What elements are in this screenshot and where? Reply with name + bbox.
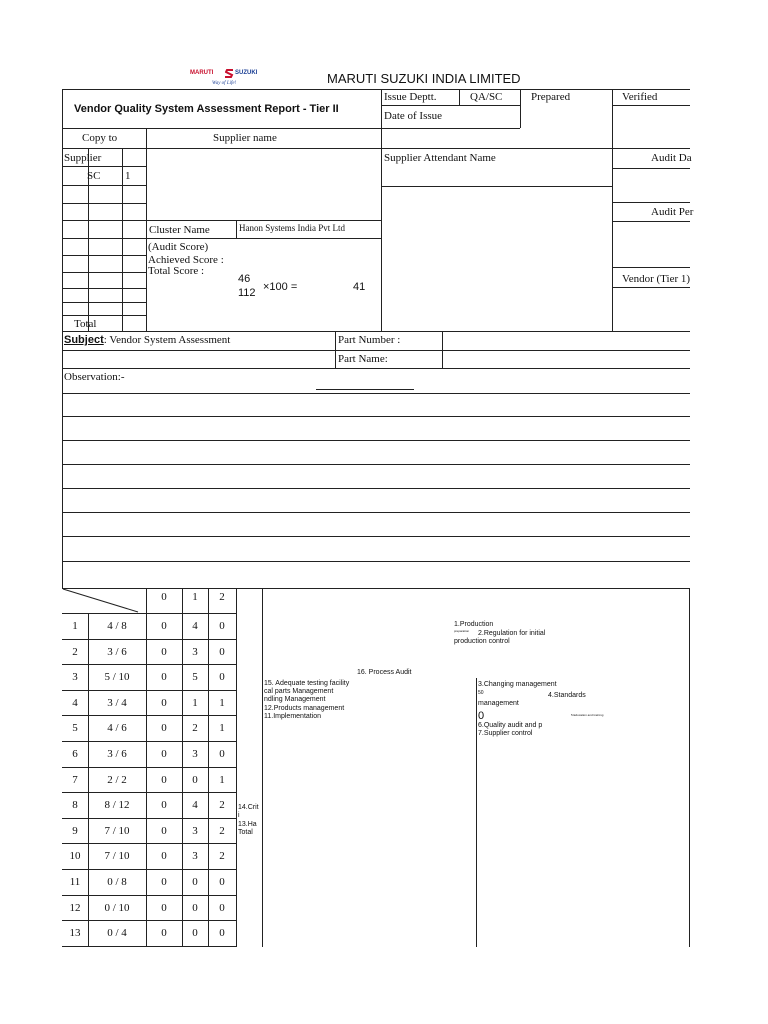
table-cell-2: 0 [219,646,225,658]
table-row-divider [62,920,236,921]
table-cell-0: 0 [161,774,167,786]
audit-score-label: (Audit Score) [148,241,209,253]
table-cell-2: 0 [219,927,225,939]
table-cell-0: 0 [161,697,167,709]
score-result: 41 [353,281,366,293]
table-row-ratio: 3 / 6 [107,748,127,760]
radar-label-3: 3.Changing management [478,681,557,688]
radar-label-16: 16. Process Audit [357,669,412,676]
radar-label-2b: production control [454,638,510,645]
table-cell-1: 4 [192,799,198,811]
table-row-ratio: 5 / 10 [104,671,130,683]
table-cell-1: 3 [192,646,198,658]
supplier-name-label: Supplier name [213,132,277,144]
table-row-number: 1 [72,620,78,632]
subject-label: Subject [64,334,104,346]
table-cell-1: 1 [192,697,198,709]
table-row-divider [62,869,236,870]
table-row-divider [62,792,236,793]
table-cell-0: 0 [161,671,167,683]
table-row-divider [62,664,236,665]
radar-label-5: 5.Education and training [571,713,604,717]
table-row-number: 8 [72,799,78,811]
supplier-attendant-label: Supplier Attendant Name [384,152,496,164]
table-row-number: 10 [69,850,81,862]
table-row-ratio: 3 / 4 [107,697,127,709]
table-row-divider [62,715,236,716]
table-cell-1: 3 [192,748,198,760]
table-cell-0: 0 [161,850,167,862]
audit-date-label: Audit Da [651,152,692,164]
table-cell-1: 3 [192,850,198,862]
radar-label-12: 12.Products management [264,705,345,712]
table-cell-1: 5 [192,671,198,683]
radar-label-6: 6.Quality audit and p [478,722,543,729]
table-cell-1: 0 [192,876,198,888]
table-header-2: 2 [219,591,225,603]
table-row-number: 11 [69,876,81,888]
table-cell-1: 0 [192,927,198,939]
radar-label-14b: 14.Crit [238,804,259,811]
table-row-ratio: 4 / 6 [107,722,127,734]
table-cell-0: 0 [161,722,167,734]
issue-deptt-label: Issue Deptt. [384,91,437,103]
table-cell-1: 4 [192,620,198,632]
table-cell-2: 1 [219,697,225,709]
table-header-1: 1 [192,591,198,603]
table-cell-0: 0 [161,620,167,632]
table-row-divider [62,843,236,844]
table-cell-1: 2 [192,722,198,734]
table-row-divider [62,690,236,691]
score-formula: ×100 = [263,281,298,293]
radar-total-label: Total [238,829,253,836]
table-row-ratio: 7 / 10 [104,825,130,837]
radar-label-15: 15. Adequate testing facility [264,680,350,687]
table-row-ratio: 3 / 6 [107,646,127,658]
cluster-name-label: Cluster Name [149,224,210,236]
logo-maruti-text: MARUTI [190,70,214,76]
radar-axis-50: 50 [478,690,484,696]
prepared-label: Prepared [531,91,571,103]
radar-label-13a: ndling Management [264,696,326,703]
audit-person-label: Audit Per [651,206,694,218]
radar-label-2a: 2.Regulation for initial [478,630,546,637]
table-row-divider [62,767,236,768]
maruti-suzuki-logo [186,68,264,90]
total-label: Total [74,318,97,330]
table-row-ratio: 7 / 10 [104,850,130,862]
table-row-number: 2 [72,646,78,658]
table-row-divider [62,741,236,742]
copy-to-label: Copy to [82,132,118,144]
table-row-divider [62,946,236,947]
table-cell-1: 0 [192,902,198,914]
verified-label: Verified [622,91,658,103]
table-cell-0: 0 [161,876,167,888]
observation-label: Observation:- [64,371,125,383]
table-cell-2: 0 [219,902,225,914]
table-cell-2: 1 [219,774,225,786]
table-row-number: 3 [72,671,78,683]
table-corner-diagonal [62,588,148,614]
table-row-number: 12 [69,902,81,914]
radar-label-11: 11.Implementation [264,713,322,720]
table-cell-2: 0 [219,671,225,683]
table-cell-0: 0 [161,902,167,914]
table-row-ratio: 0 / 4 [107,927,127,939]
total-score-value: 112 [238,287,256,299]
radar-label-4: 4.Standards [548,692,586,699]
radar-label-7: 7.Supplier control [478,730,533,737]
logo-suzuki-text: SUZUKI [235,70,258,76]
table-row-divider [62,895,236,896]
table-row-number: 6 [72,748,78,760]
company-name: MARUTI SUZUKI INDIA LIMITED [327,71,521,86]
sc-label: SC [87,170,101,182]
table-cell-1: 3 [192,825,198,837]
table-row-ratio: 8 / 12 [104,799,130,811]
table-row-number: 9 [72,825,78,837]
table-cell-2: 2 [219,799,225,811]
supplier-label: Supplier [64,152,102,164]
table-cell-2: 1 [219,722,225,734]
table-row-number: 7 [72,774,78,786]
table-cell-1: 0 [192,774,198,786]
achieved-score-label: Achieved Score : [148,254,224,266]
radar-label-1: 1.Production [454,621,494,628]
logo-tagline: Way of Life! [212,81,237,86]
total-score-label: Total Score : [148,265,205,277]
report-title: Vendor Quality System Assessment Report - Tier II [74,103,339,115]
cluster-name-value: Hanon Systems India Pvt Ltd [239,223,345,233]
table-cell-0: 0 [161,748,167,760]
subject-row [64,334,230,346]
table-row-divider [62,818,236,819]
subject-value: : Vendor System Assessment [103,334,231,346]
radar-label-4b: management [478,700,519,707]
table-cell-0: 0 [161,799,167,811]
table-cell-0: 0 [161,646,167,658]
table-cell-2: 0 [219,748,225,760]
radar-label-13b: 13.Ha [238,821,257,828]
table-cell-0: 0 [161,927,167,939]
table-row-divider [62,639,236,640]
table-row-ratio: 0 / 10 [104,902,130,914]
table-cell-0: 0 [161,825,167,837]
table-cell-2: 0 [219,620,225,632]
table-row-ratio: 4 / 8 [107,620,127,632]
vendor-tier1-label: Vendor (Tier 1) [622,273,691,285]
table-row-ratio: 0 / 8 [107,876,127,888]
table-row-number: 4 [72,697,78,709]
table-cell-2: 2 [219,825,225,837]
table-row-ratio: 2 / 2 [107,774,127,786]
radar-label-14c: i [238,812,240,819]
date-of-issue-label: Date of Issue [384,110,443,122]
issue-deptt-value: QA/SC [470,91,503,103]
radar-label-1-small: preparation [454,629,470,633]
sc-value: 1 [125,170,131,182]
table-cell-2: 2 [219,850,225,862]
table-header-0: 0 [161,591,167,603]
achieved-score-value: 46 [238,273,251,285]
part-number-label: Part Number : [338,334,401,346]
radar-label-14a: cal parts Management [264,688,334,695]
radar-axis-0: 0 [478,710,485,722]
table-row-number: 5 [72,722,78,734]
table-cell-2: 0 [219,876,225,888]
part-name-label: Part Name: [338,353,388,365]
suzuki-s-icon [225,69,234,78]
table-row-number: 13 [69,927,81,939]
